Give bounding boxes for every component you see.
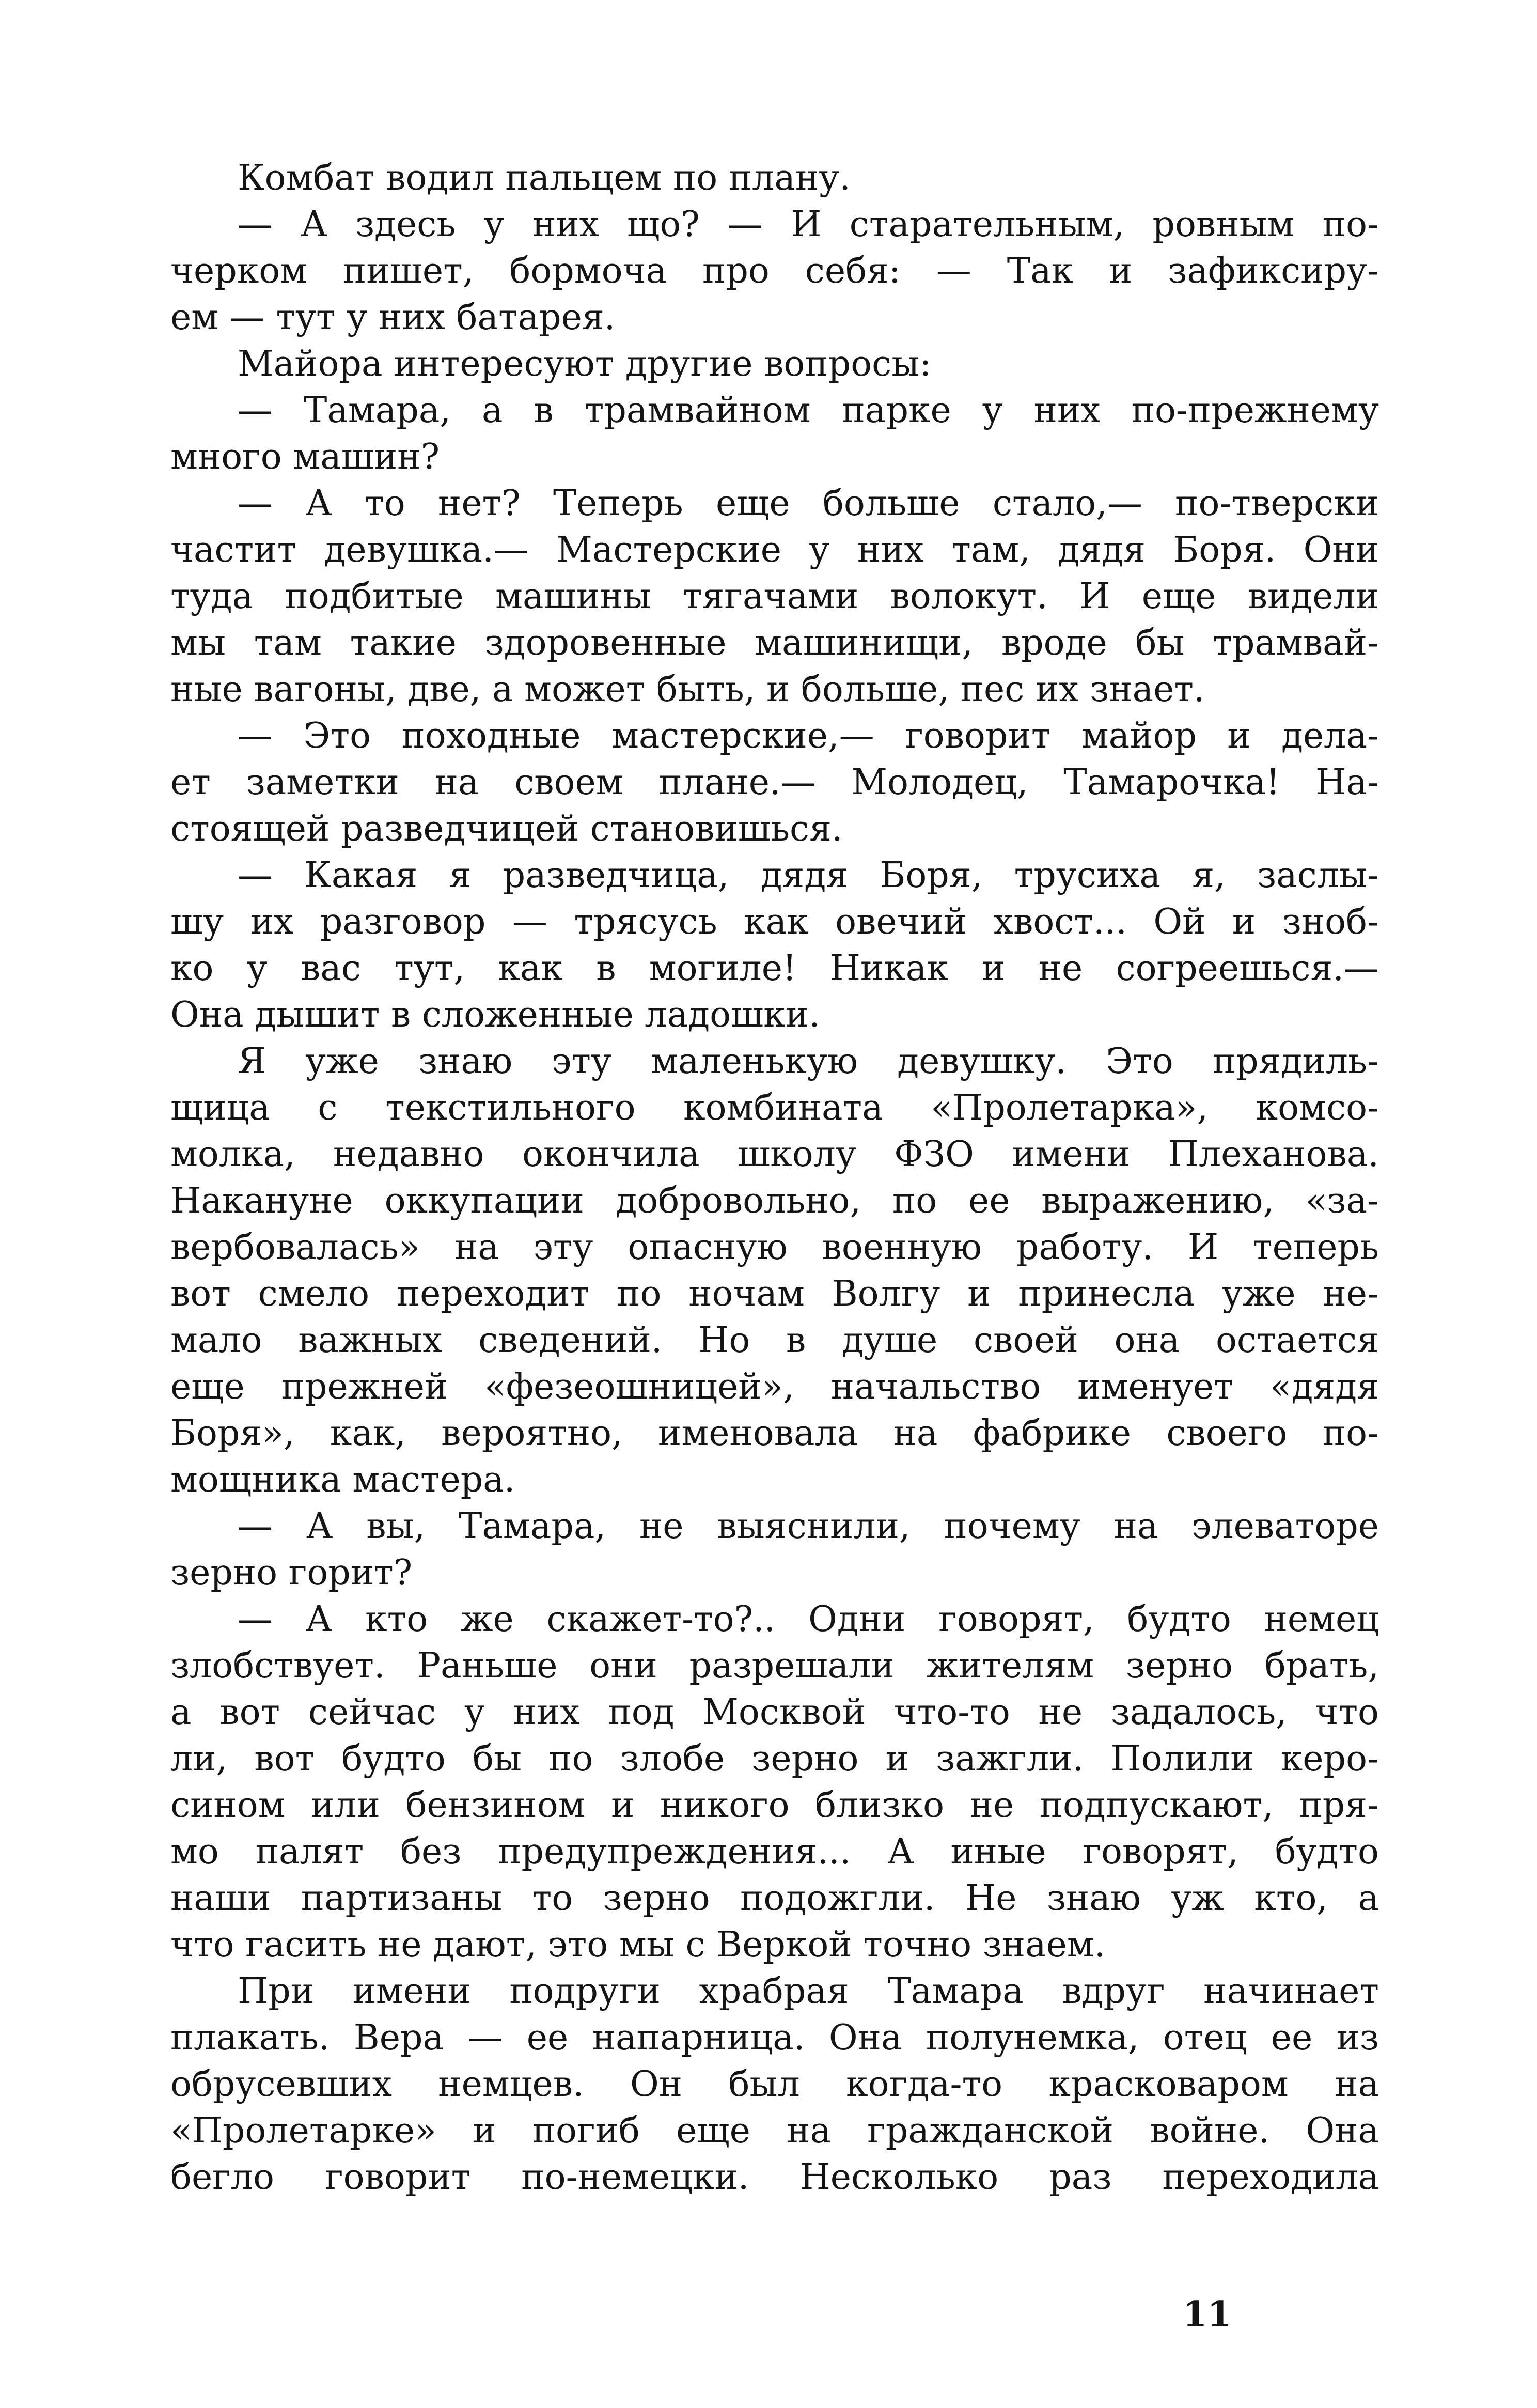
text-line: ко у вас тут, как в могиле! Никак и не согреешься.— <box>170 948 1379 989</box>
text-line: Майора интересуют другие вопросы: <box>238 344 932 384</box>
text-line: злобствует. Раньше они разрешали жителям зерно брать, <box>170 1645 1379 1686</box>
text-line: — А кто же скажет-то?.. Одни говорят, будто немец <box>238 1599 1379 1640</box>
text-line: — Какая я разведчица, дядя Боря, трусиха я, заслы- <box>238 855 1379 896</box>
text-line: щица с текстильного комбината «Пролетарка», комсо- <box>170 1088 1379 1128</box>
text-line: черком пишет, бормоча про себя: — Так и зафиксиру- <box>170 251 1379 291</box>
text-line: ли, вот будто бы по злобе зерно и зажгли. Полили керо- <box>170 1738 1379 1779</box>
text-line: — Тамара, а в трамвайном парке у них по-прежнему <box>238 390 1379 431</box>
text-line: При имени подруги храбрая Тамара вдруг начинает <box>238 1971 1379 2012</box>
text-line: вербовалась» на эту опасную военную работу. И теперь <box>170 1227 1379 1268</box>
text-line: сином или бензином и никого близко не подпускают, пря- <box>170 1785 1379 1826</box>
text-line: — Это походные мастерские,— говорит майор и дела- <box>238 716 1379 756</box>
body-text <box>170 155 1379 2201</box>
text-line: а вот сейчас у них под Москвой что-то не задалось, что <box>170 1692 1379 1733</box>
text-line: ем — тут у них батарея. <box>170 297 616 338</box>
text-line: Комбат водил пальцем по плану. <box>238 158 851 198</box>
text-line: Накануне оккупации добровольно, по ее выражению, «за- <box>170 1180 1379 1221</box>
text-line: наши партизаны то зерно подожгли. Не знаю уж кто, а <box>170 1878 1379 1919</box>
text-line: туда подбитые машины тягачами волокут. И еще видели <box>170 576 1379 617</box>
text-line: мощника мастера. <box>170 1459 515 1500</box>
text-line: молка, недавно окончила школу ФЗО имени Плеханова. <box>170 1134 1379 1175</box>
page-number: 11 <box>1183 2294 1232 2335</box>
text-line: бегло говорит по-немецки. Несколько раз переходила <box>170 2157 1379 2198</box>
text-line: мы там такие здоровенные машинищи, вроде бы трамвай- <box>170 623 1379 663</box>
text-line: плакать. Вера — ее напарница. Она полунемка, отец ее из <box>170 2017 1379 2058</box>
text-line: еще прежней «фезеошницей», начальство именует «дядя <box>170 1366 1379 1407</box>
text-line: — А здесь у них що? — И старательным, ровным по- <box>238 204 1379 245</box>
text-line: Она дышит в сложенные ладошки. <box>170 995 820 1035</box>
text-line: много машин? <box>170 437 440 477</box>
text-line: ные вагоны, две, а может быть, и больше, пес их знает. <box>170 669 1205 710</box>
text-line: обрусевших немцев. Он был когда-то красковаром на <box>170 2064 1379 2105</box>
text-line: что гасить не дают, это мы с Веркой точно знаем. <box>170 1924 1106 1965</box>
text-line: Боря», как, вероятно, именовала на фабрике своего по- <box>170 1413 1379 1454</box>
text-line: шу их разговор — трясусь как овечий хвост... Ой и зноб- <box>170 902 1379 942</box>
text-line: мало важных сведений. Но в душе своей она остается <box>170 1320 1379 1361</box>
text-line: частит девушка.— Мастерские у них там, дядя Боря. Они <box>170 530 1379 570</box>
text-line: — А то нет? Теперь еще больше стало,— по-тверски <box>238 483 1379 524</box>
text-line: мо палят без предупреждения... А иные говорят, будто <box>170 1831 1379 1872</box>
text-line: стоящей разведчицей становишься. <box>170 809 843 849</box>
text-line: вот смело переходит по ночам Волгу и принесла уже не- <box>170 1273 1379 1314</box>
text-line: зерно горит? <box>170 1552 413 1593</box>
text-line: — А вы, Тамара, не выяснили, почему на элеваторе <box>238 1506 1379 1547</box>
text-line: ет заметки на своем плане.— Молодец, Тамарочка! На- <box>170 762 1379 803</box>
text-line: «Пролетарке» и погиб еще на гражданской войне. Она <box>170 2110 1379 2151</box>
text-line: Я уже знаю эту маленькую девушку. Это прядиль- <box>238 1041 1379 1082</box>
